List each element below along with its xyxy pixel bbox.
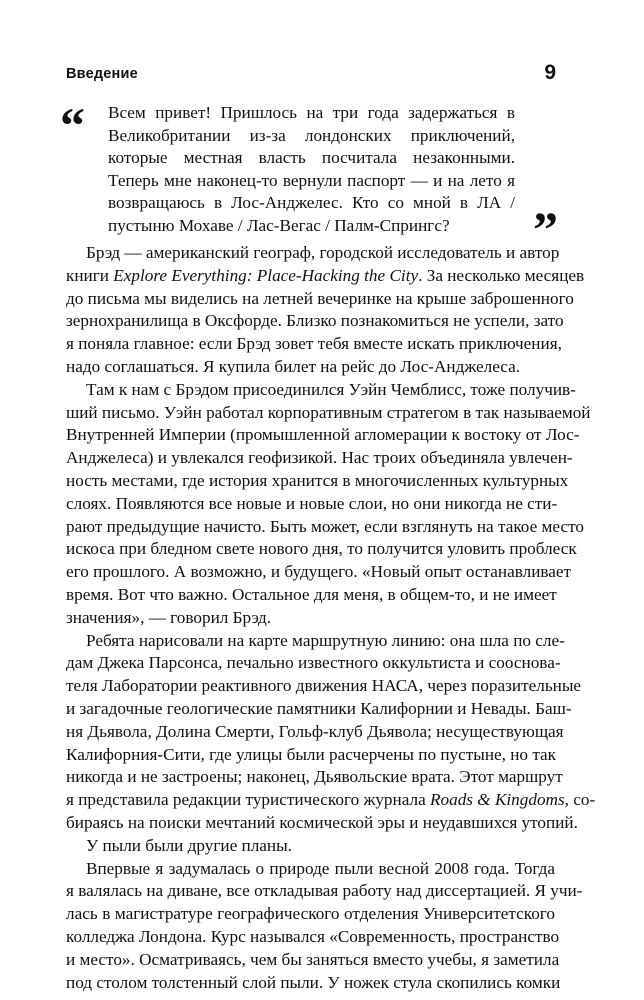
text-line	[66, 310, 564, 333]
text-segment: . За несколько месяцев	[418, 265, 585, 285]
text-segment: и загадочные геологические памятники Калифорнии и Невады. Баш-	[66, 698, 572, 718]
text-line	[66, 835, 555, 858]
text-segment: я поняла главное: если Брэд зовет тебя вместе искать приключения,	[66, 334, 562, 354]
text-segment: ший письмо. Уэйн работал корпоративным стратегом в так называемой	[66, 402, 591, 422]
page-number: 9	[544, 61, 556, 84]
running-header-title: Введение	[66, 66, 138, 82]
text-line	[66, 926, 560, 949]
text-segment: искоса при бледном свете нового дня, то получится уловить проблеск	[66, 539, 577, 559]
text-segment: ня Дьявола, Долина Смерти, Гольф-клуб Дьявола; несуществующая	[66, 721, 564, 741]
text-segment: Впервые я задумалась о природе пыли весной 2008 года. Тогда	[86, 858, 555, 878]
text-segment: Там к нам с Брэдом присоединился Уэйн Чемблисс, тоже получив-	[86, 379, 576, 399]
text-segment: слоях. Появляются все новые и новые слои, но они никогда не сти-	[66, 493, 558, 513]
text-segment: зернохранилища в Оксфорде. Близко познакомиться не успели, зато	[66, 311, 564, 331]
text-segment: рают предыдущие начисто. Быть может, если взглянуть на такое место	[66, 516, 584, 536]
text-segment: до письма мы виделись на летней вечеринке на крыше заброшенного	[66, 288, 574, 308]
text-line	[66, 903, 555, 926]
epigraph-quote: Всем привет! Пришлось на три года задержаться в Великобритании из-за лондонских приключений, которые местная власть посчитала незаконными. Теперь мне наконец-то вернули паспорт — и на лето я возвращаюсь в Лос-Анджелес. Кто со мной в ЛА / пустыню Мохаве / Лас-Вегас / Палм-Спрингс?	[108, 103, 515, 235]
italic-title: Roads & Kingdoms	[430, 790, 565, 810]
text-line	[66, 333, 562, 356]
text-line	[66, 470, 569, 493]
text-line	[66, 721, 564, 744]
text-line	[66, 698, 572, 721]
text-line	[66, 447, 573, 470]
text-line	[66, 516, 584, 539]
text-segment: я представила редакции туристического журнала	[66, 790, 431, 810]
text-line	[66, 424, 580, 447]
text-segment: значения», — говорил Брэд.	[66, 607, 272, 627]
text-line	[66, 652, 561, 675]
text-segment: Ребята нарисовали на карте маршрутную линию: она шла по сле-	[86, 630, 565, 650]
text-line	[66, 812, 578, 835]
text-segment: книги	[66, 265, 114, 285]
text-segment: Калифорния-Сити, где улицы были расчерчены по пустыне, но так	[66, 744, 557, 764]
text-segment: его прошлого. А возможно, и будущего. «Новый опыт останавливает	[66, 562, 572, 582]
text-line	[66, 493, 558, 516]
text-line	[66, 242, 560, 265]
text-segment: Внутренней Империи (промышленной агломерации к востоку от Лос-	[66, 425, 580, 445]
text-segment: , со-	[564, 790, 596, 810]
text-line	[66, 584, 555, 607]
text-segment: лась в магистратуре географического отделения Университетского	[66, 904, 555, 924]
text-line	[66, 288, 574, 311]
text-line	[66, 265, 585, 288]
text-segment: надо соглашаться. Я купила билет на рейс до Лос-Анджелеса.	[66, 356, 521, 376]
text-line	[66, 356, 555, 379]
text-line	[66, 858, 555, 881]
text-segment: под столом толстенный слой пыли. У ножек стула скопились комки	[66, 972, 561, 992]
text-segment: дам Джека Парсонса, печально известного оккультиста и сооснова-	[66, 653, 561, 673]
text-segment: бираясь на поиски мечтаний космической эры и неудавшихся утопий.	[66, 812, 578, 832]
text-line	[66, 379, 576, 402]
open-quote-mark: “	[60, 97, 85, 153]
text-line	[66, 607, 555, 630]
text-line	[66, 630, 565, 653]
text-segment: никогда и не застроены; наконец, Дьявольские врата. Этот маршрут	[66, 767, 563, 787]
text-line	[66, 880, 583, 903]
italic-title: Explore Everything: Place-Hacking the City	[113, 265, 419, 285]
close-quote-mark: ”	[533, 201, 558, 257]
text-segment: колледжа Лондона. Курс назывался «Современность, пространство	[66, 926, 560, 946]
text-line	[66, 972, 561, 995]
text-line	[66, 744, 555, 767]
text-segment: теля Лаборатории реактивного движения НАСА, через поразительные	[66, 676, 582, 696]
text-segment: Анджелеса) и увлекался геофизикой. Нас троих объединяла увлечен-	[66, 448, 573, 468]
text-line	[66, 675, 582, 698]
text-segment: я валялась на диване, все откладывая работу над диссертацией. Я учи-	[66, 881, 583, 901]
text-segment: время. Вот что важно. Остальное для меня, в общем-то, и не имеет	[66, 584, 557, 604]
text-line	[66, 402, 591, 425]
text-segment: и место». Осматриваясь, чем бы заняться вместо учебы, я заметила	[66, 949, 560, 969]
text-line	[66, 949, 560, 972]
text-line	[66, 538, 577, 561]
text-line	[66, 766, 563, 789]
text-segment: ность местами, где история хранится в многочисленных культурных	[66, 470, 569, 490]
body-text	[66, 242, 596, 994]
text-segment: Брэд — американский географ, городской исследователь и автор	[86, 243, 560, 262]
text-segment: У пыли были другие планы.	[86, 835, 292, 855]
text-line	[66, 561, 572, 584]
text-line	[66, 789, 596, 812]
